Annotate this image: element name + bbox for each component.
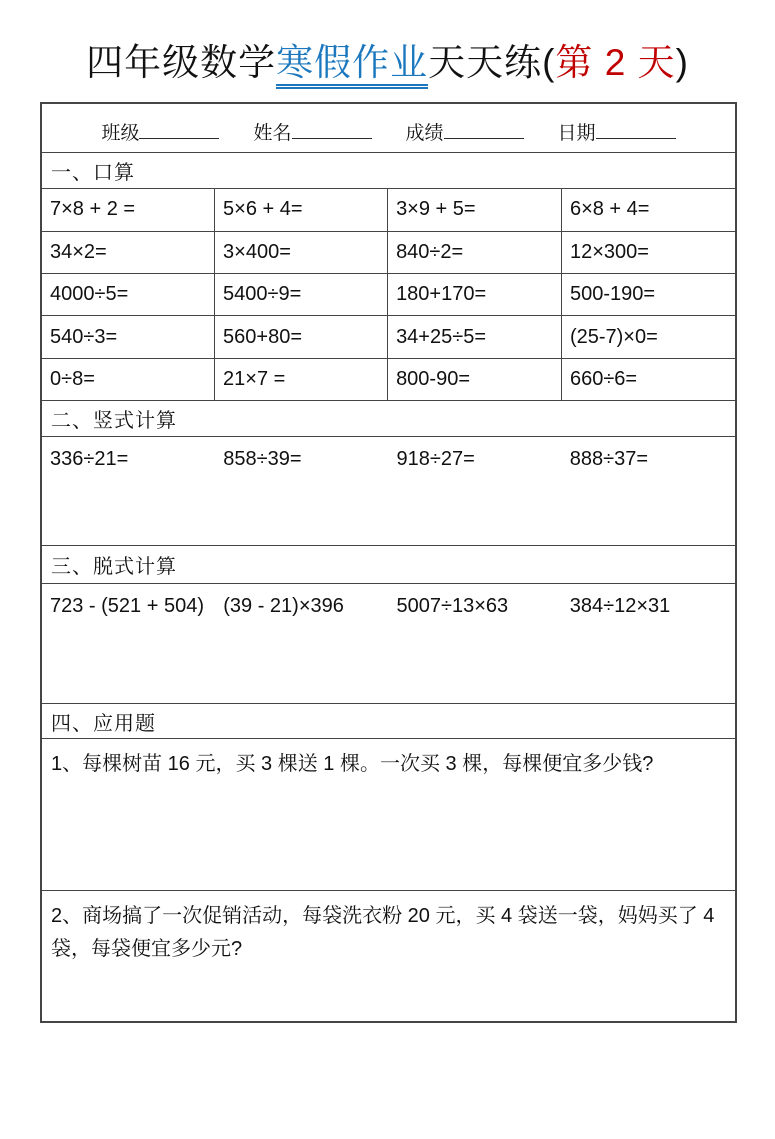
section-heading-vertical — [42, 400, 735, 436]
oral-problem: (25-7)×0= — [562, 315, 735, 357]
field-class-label: 班级 — [101, 122, 140, 144]
field-name-label: 姓名 — [253, 122, 292, 144]
title-suffix: ) — [675, 42, 689, 83]
stepwise-problem: (39 - 21)×396 — [223, 595, 344, 618]
oral-problem: 21×7 = — [215, 358, 388, 400]
word-problem-1: 1、每棵树苗 16 元，买 3 棵送 1 棵。一次买 3 棵，每棵便宜多少钱? — [42, 738, 735, 890]
oral-problem: 5400÷9= — [215, 273, 388, 315]
oral-problem: 5×6 + 4= — [215, 188, 388, 230]
section-vertical-title: 二、竖式计算 — [51, 410, 177, 433]
field-score-label: 成绩 — [405, 122, 444, 144]
field-class — [101, 118, 219, 145]
oral-problem: 180+170= — [388, 273, 562, 315]
section-stepwise-title: 三、脱式计算 — [51, 556, 177, 579]
vertical-problem: 888÷37= — [569, 448, 649, 471]
stepwise-problem: 723 - (521 + 504) — [50, 595, 204, 618]
field-date-label: 日期 — [557, 122, 596, 144]
worksheet-page — [0, 40, 775, 1139]
stepwise-problem: 384÷12×31 — [569, 595, 671, 618]
worksheet-table — [40, 102, 737, 1023]
section-word-title: 四、应用题 — [51, 712, 156, 735]
field-date — [558, 118, 676, 145]
oral-problem: 660÷6= — [562, 358, 735, 400]
vertical-problem: 336÷21= — [50, 448, 129, 471]
oral-problem: 7×8 + 2 = — [42, 188, 215, 230]
title-highlight: 寒假作业 — [276, 42, 428, 89]
stepwise-problems — [42, 583, 735, 703]
vertical-problems — [42, 436, 735, 545]
oral-problem: 0÷8= — [42, 358, 215, 400]
oral-problem: 34+25÷5= — [388, 315, 562, 357]
oral-problem: 800-90= — [388, 358, 562, 400]
oral-problem: 12×300= — [562, 231, 735, 273]
field-name — [253, 118, 371, 145]
word-problem-2: 2、商场搞了一次促销活动，每袋洗衣粉 20 元，买 4 袋送一袋，妈妈买了 4 袋，每袋便宜多少元? — [42, 890, 735, 1021]
title-day-number: 第 2 天 — [555, 42, 676, 83]
oral-problem: 500-190= — [562, 273, 735, 315]
oral-problem: 840÷2= — [388, 231, 562, 273]
section-oral-title: 一、口算 — [51, 162, 135, 185]
oral-grid — [42, 188, 735, 400]
oral-problem: 4000÷5= — [42, 273, 215, 315]
title-middle: 天天练( — [428, 42, 556, 83]
worksheet-title — [0, 40, 775, 86]
section-heading-word — [42, 703, 735, 738]
oral-problem: 540÷3= — [42, 315, 215, 357]
vertical-problem: 858÷39= — [223, 448, 302, 471]
title-prefix: 四年级数学 — [86, 42, 277, 83]
score-blank-line — [444, 123, 524, 139]
class-blank-line — [139, 123, 219, 139]
stepwise-problem: 5007÷13×63 — [396, 595, 509, 618]
date-blank-line — [596, 123, 676, 139]
section-heading-stepwise — [42, 545, 735, 583]
oral-problem: 6×8 + 4= — [562, 188, 735, 230]
oral-problem: 3×400= — [215, 231, 388, 273]
oral-problem: 560+80= — [215, 315, 388, 357]
oral-problem: 34×2= — [42, 231, 215, 273]
oral-problem: 3×9 + 5= — [388, 188, 562, 230]
field-score — [406, 118, 524, 145]
header-info-row — [42, 104, 735, 152]
vertical-problem: 918÷27= — [396, 448, 475, 471]
name-blank-line — [292, 123, 372, 139]
section-heading-oral — [42, 152, 735, 188]
